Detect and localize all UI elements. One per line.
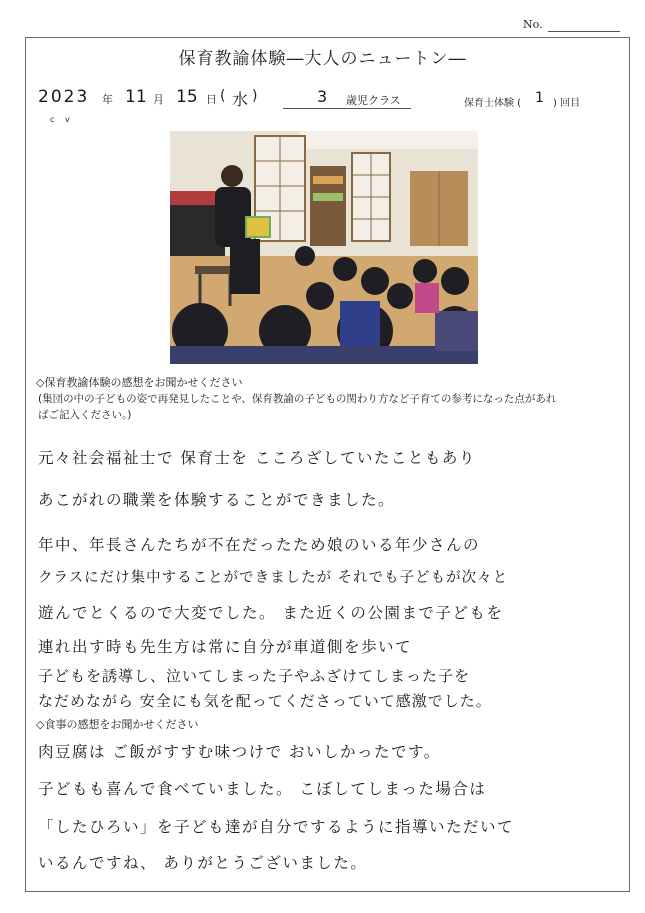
storytime-photo [170, 131, 478, 364]
experience-answer-line-3: 年中、年長さんたちが不在だったため娘のいる年少さんの [38, 536, 481, 554]
date-weekday-open: ( [220, 88, 226, 104]
experience-answer-line-6: 連れ出す時も先生方は常に自分が車道側を歩いて [38, 638, 413, 656]
experience-note-line-2: ばご記入ください。) [38, 409, 132, 421]
date-month: 11 [125, 87, 147, 107]
experience-suffix: ) 回目 [553, 98, 581, 109]
experience-answer-line-5: 遊んでとくるので大変でした。 また近くの公園まで子どもを [38, 604, 504, 622]
experience-heading: ◇保育教諭体験の感想をお聞かせください [36, 376, 243, 389]
date-year: 2023 [38, 87, 90, 107]
meal-answer-line-1: 肉豆腐は ご飯がすすむ味つけで おいしかったです。 [38, 743, 441, 761]
class-underline [283, 108, 411, 109]
date-year-unit: 年 [102, 93, 113, 106]
date-month-unit: 月 [153, 93, 164, 106]
number-label: No. [523, 18, 543, 31]
class-suffix: 歳児クラス [346, 94, 401, 107]
experience-answer-line-7: 子どもを誘導し、泣いてしまった子やふざけてしまった子を [38, 667, 471, 685]
meal-answer-line-3: 「したひろい」を子ども達が自分でするように指導いただいて [38, 818, 515, 836]
experience-note-line-1: (集団の中の子どもの姿で再発見したことや、保育教諭の子どもの関わり方など子育ての参考になった点があれ [38, 393, 557, 405]
experience-count: 1 [535, 90, 544, 106]
date-weekday-close: ) [252, 88, 258, 104]
experience-label: 保育士体験 ( [464, 98, 522, 109]
experience-answer-line-8: なだめながら 安全にも気を配ってくださっていて感激でした。 [38, 692, 492, 710]
photo-storytime-icon [170, 131, 478, 364]
experience-answer-line-1: 元々社会福祉士で 保育士を こころざしていたこともあり [38, 449, 476, 467]
number-line [548, 31, 620, 32]
date-day: 15 [176, 87, 198, 107]
page-title: 保育教諭体験―大人のニュートン― [178, 49, 467, 69]
meal-answer-line-2: 子どもも喜んで食べていました。 こぼしてしまった場合は [38, 780, 487, 798]
date-weekday: 水 [232, 90, 249, 109]
experience-answer-line-2: あこがれの職業を体験することができました。 [38, 491, 396, 509]
date-day-unit: 日 [206, 93, 217, 106]
experience-answer-line-4: クラスにだけ集中することができましたが それでも子どもが次々と [38, 570, 509, 586]
meal-heading: ◇食事の感想をお聞かせください [36, 718, 199, 731]
cv-mark: c v [50, 115, 74, 124]
class-age: 3 [317, 87, 328, 106]
meal-answer-line-4: いるんですね、 ありがとうございました。 [38, 854, 368, 872]
